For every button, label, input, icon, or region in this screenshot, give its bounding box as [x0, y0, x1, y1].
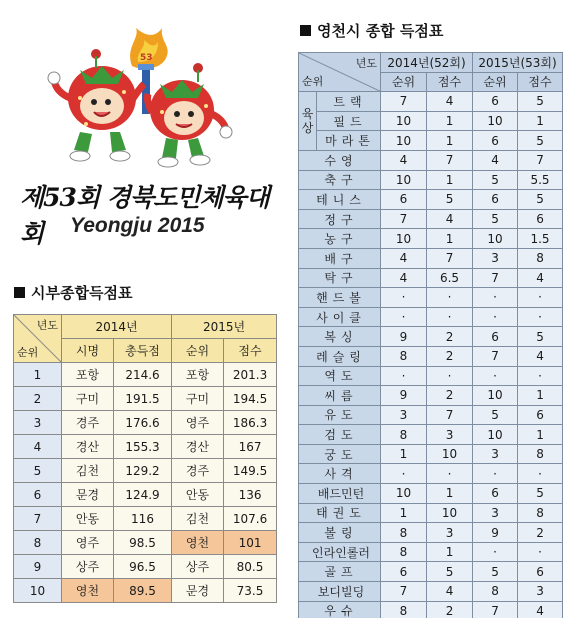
score-2014-cell: 2: [427, 346, 473, 366]
corner-year-label: 년도: [355, 57, 377, 70]
table-row: [299, 327, 563, 347]
rank-2015-cell: 4: [473, 150, 518, 170]
score-2014-cell: 4: [427, 209, 473, 229]
city-2015-cell: 포항: [172, 363, 224, 387]
score-2014-cell: 2: [427, 327, 473, 347]
city-2014-cell: 영주: [62, 531, 114, 555]
table-row: [299, 523, 563, 543]
score-2015-cell: ·: [518, 288, 563, 308]
score-2015-cell: 2: [518, 523, 563, 543]
event-name-cell: 탁구: [299, 268, 381, 288]
table-row: [299, 209, 563, 229]
score-2014-cell: 98.5: [114, 531, 172, 555]
score-2015-cell: 201.3: [224, 363, 277, 387]
city-2014-cell: 구미: [62, 387, 114, 411]
city-2014-cell: 상주: [62, 555, 114, 579]
event-name-cell: 마라톤: [317, 131, 381, 151]
score-2014-cell: 176.6: [114, 411, 172, 435]
rank-2014-cell: 10: [381, 484, 427, 504]
rank-2014-cell: ·: [381, 366, 427, 386]
city-2015-cell: 구미: [172, 387, 224, 411]
rank-2014-cell: 1: [381, 503, 427, 523]
square-bullet-icon: [14, 287, 25, 298]
city-2014-cell: 경산: [62, 435, 114, 459]
rank-cell: 2: [14, 387, 62, 411]
score-2014-cell: 1: [427, 542, 473, 562]
table-row: [299, 366, 563, 386]
score-2015-cell: 5: [518, 327, 563, 347]
rank-2014-cell: 10: [381, 229, 427, 249]
rank-cell: 5: [14, 459, 62, 483]
score-2015-cell: 7: [518, 150, 563, 170]
rank-2014-cell: 3: [381, 405, 427, 425]
rank-2015-cell: 6: [473, 131, 518, 151]
city-table-title-text: 시부종합득점표: [31, 284, 133, 302]
rank-2015-cell: 10: [473, 229, 518, 249]
column-header: 점수: [224, 339, 277, 363]
score-2014-cell: 6.5: [427, 268, 473, 288]
rank-2014-cell: 8: [381, 425, 427, 445]
table-row: [299, 307, 563, 327]
table-row: [299, 484, 563, 504]
city-2015-cell: 영주: [172, 411, 224, 435]
rank-2015-cell: ·: [473, 542, 518, 562]
score-2014-cell: 214.6: [114, 363, 172, 387]
table-row: [299, 248, 563, 268]
score-2014-cell: ·: [427, 288, 473, 308]
score-2015-cell: 136: [224, 483, 277, 507]
city-2015-cell: 영천: [172, 531, 224, 555]
city-2014-cell: 문경: [62, 483, 114, 507]
score-2014-cell: 10: [427, 503, 473, 523]
score-2014-cell: 7: [427, 405, 473, 425]
table-row: [299, 346, 563, 366]
rank-2015-cell: 7: [473, 601, 518, 618]
year-header: 2014년: [62, 315, 172, 339]
score-2014-cell: ·: [427, 366, 473, 386]
city-2015-cell: 경주: [172, 459, 224, 483]
table-row: [299, 229, 563, 249]
rank-cell: 6: [14, 483, 62, 507]
score-2015-cell: ·: [518, 464, 563, 484]
city-2015-cell: 상주: [172, 555, 224, 579]
score-2014-cell: 129.2: [114, 459, 172, 483]
rank-2014-cell: 7: [381, 92, 427, 112]
score-2015-cell: 5: [518, 92, 563, 112]
score-2015-cell: 149.5: [224, 459, 277, 483]
city-2014-cell: 김천: [62, 459, 114, 483]
year-header: 2014년(52회): [381, 53, 473, 73]
score-2014-cell: 2: [427, 601, 473, 618]
rank-2015-cell: 5: [473, 562, 518, 582]
event-name-cell: 정구: [299, 209, 381, 229]
score-2014-cell: 2: [427, 386, 473, 406]
rank-2015-cell: 5: [473, 209, 518, 229]
score-2014-cell: 116: [114, 507, 172, 531]
event-score-table: [298, 52, 563, 618]
table-corner-cell: [14, 315, 62, 363]
score-2015-cell: 3: [518, 582, 563, 602]
event-name-cell: 궁도: [299, 444, 381, 464]
score-2015-cell: ·: [518, 307, 563, 327]
table-row: [299, 542, 563, 562]
event-name-cell: 골프: [299, 562, 381, 582]
rank-2014-cell: 8: [381, 542, 427, 562]
rank-2015-cell: 7: [473, 268, 518, 288]
score-2015-cell: 1: [518, 111, 563, 131]
event-emblem: [0, 0, 290, 250]
rank-2015-cell: 3: [473, 444, 518, 464]
event-subtitle: Yeongju 2015: [70, 214, 205, 237]
column-header: 순위: [473, 72, 518, 92]
rank-2015-cell: ·: [473, 366, 518, 386]
score-2015-cell: 107.6: [224, 507, 277, 531]
table-row: [299, 150, 563, 170]
rank-2015-cell: 6: [473, 190, 518, 210]
rank-2015-cell: 6: [473, 484, 518, 504]
torch-number: 53: [140, 53, 153, 63]
event-name-cell: 복싱: [299, 327, 381, 347]
rank-cell: 7: [14, 507, 62, 531]
rank-2015-cell: 10: [473, 386, 518, 406]
table-row: [14, 387, 277, 411]
score-2014-cell: 3: [427, 523, 473, 543]
rank-2015-cell: 8: [473, 582, 518, 602]
city-table-title: [14, 282, 132, 303]
table-row: [299, 190, 563, 210]
score-2015-cell: 5: [518, 131, 563, 151]
table-row: [14, 483, 277, 507]
rank-2014-cell: ·: [381, 288, 427, 308]
event-name-cell: 배드민턴: [299, 484, 381, 504]
score-2014-cell: 96.5: [114, 555, 172, 579]
city-score-table: [13, 314, 277, 603]
event-name-cell: 우슈: [299, 601, 381, 618]
rank-2015-cell: 5: [473, 170, 518, 190]
rank-2015-cell: 10: [473, 111, 518, 131]
table-row: [14, 459, 277, 483]
rank-2014-cell: 8: [381, 523, 427, 543]
table-row: [299, 425, 563, 445]
table-row: [299, 131, 563, 151]
score-2014-cell: 7: [427, 150, 473, 170]
rank-2014-cell: 10: [381, 131, 427, 151]
column-header: 순위: [172, 339, 224, 363]
rank-2014-cell: 7: [381, 582, 427, 602]
score-2015-cell: 5: [518, 484, 563, 504]
score-2015-cell: 1: [518, 386, 563, 406]
rank-2015-cell: 3: [473, 248, 518, 268]
table-row: [299, 444, 563, 464]
event-name-cell: 보디빌딩: [299, 582, 381, 602]
city-2014-cell: 경주: [62, 411, 114, 435]
table-row: [14, 579, 277, 603]
score-2014-cell: 7: [427, 248, 473, 268]
score-2015-cell: 8: [518, 503, 563, 523]
event-name-cell: 레슬링: [299, 346, 381, 366]
group-label-char: 상: [301, 121, 314, 136]
rank-2014-cell: 10: [381, 170, 427, 190]
score-2015-cell: 4: [518, 601, 563, 618]
score-2015-cell: 194.5: [224, 387, 277, 411]
score-2015-cell: 5: [518, 190, 563, 210]
table-row: [299, 170, 563, 190]
group-label-char: 육: [301, 107, 314, 122]
rank-2015-cell: ·: [473, 307, 518, 327]
city-2015-cell: 경산: [172, 435, 224, 459]
table-row: [299, 386, 563, 406]
table-row: [299, 601, 563, 618]
rank-2014-cell: 8: [381, 346, 427, 366]
event-table-title-text: 영천시 종합 득점표: [317, 22, 444, 40]
event-name-cell: 검도: [299, 425, 381, 445]
event-name-cell: 태권도: [299, 503, 381, 523]
score-2015-cell: 6: [518, 405, 563, 425]
square-bullet-icon: [300, 25, 311, 36]
rank-2014-cell: 8: [381, 601, 427, 618]
rank-2015-cell: 10: [473, 425, 518, 445]
event-name-cell: 사격: [299, 464, 381, 484]
score-2015-cell: 6: [518, 562, 563, 582]
score-2014-cell: 155.3: [114, 435, 172, 459]
score-2014-cell: ·: [427, 464, 473, 484]
rank-2015-cell: 7: [473, 346, 518, 366]
table-row: [14, 531, 277, 555]
rank-2014-cell: 6: [381, 562, 427, 582]
year-header: 2015년: [172, 315, 277, 339]
event-name-cell: 역도: [299, 366, 381, 386]
column-header: 시명: [62, 339, 114, 363]
rank-cell: 4: [14, 435, 62, 459]
table-row: [14, 411, 277, 435]
score-2015-cell: 4: [518, 346, 563, 366]
table-row: [299, 268, 563, 288]
event-title: 제53회 경북도민체육대회: [20, 183, 269, 248]
score-2015-cell: 73.5: [224, 579, 277, 603]
score-2015-cell: 1: [518, 425, 563, 445]
score-2014-cell: 1: [427, 229, 473, 249]
rank-cell: 3: [14, 411, 62, 435]
rank-2015-cell: ·: [473, 288, 518, 308]
score-2015-cell: 167: [224, 435, 277, 459]
rank-2014-cell: 4: [381, 268, 427, 288]
rank-2015-cell: 9: [473, 523, 518, 543]
score-2014-cell: 124.9: [114, 483, 172, 507]
city-2014-cell: 영천: [62, 579, 114, 603]
table-row: [14, 507, 277, 531]
score-2015-cell: 186.3: [224, 411, 277, 435]
table-row: [14, 435, 277, 459]
score-2015-cell: 101: [224, 531, 277, 555]
table-row: [299, 288, 563, 308]
rank-2015-cell: 6: [473, 92, 518, 112]
rank-2014-cell: 1: [381, 444, 427, 464]
event-name-cell: 씨름: [299, 386, 381, 406]
score-2015-cell: ·: [518, 366, 563, 386]
rank-2014-cell: 4: [381, 150, 427, 170]
event-table-title: [300, 20, 443, 41]
table-row: [299, 405, 563, 425]
rank-2014-cell: ·: [381, 464, 427, 484]
event-name-cell: 인라인롤러: [299, 542, 381, 562]
city-2015-cell: 김천: [172, 507, 224, 531]
score-2014-cell: 1: [427, 170, 473, 190]
score-2014-cell: 5: [427, 190, 473, 210]
score-2014-cell: 3: [427, 425, 473, 445]
corner-rank-label: 순위: [17, 346, 39, 359]
score-2015-cell: ·: [518, 542, 563, 562]
score-2014-cell: 1: [427, 484, 473, 504]
score-2014-cell: 191.5: [114, 387, 172, 411]
column-header: 점수: [427, 72, 473, 92]
rank-cell: 1: [14, 363, 62, 387]
corner-rank-label: 순위: [302, 75, 324, 89]
score-2014-cell: 89.5: [114, 579, 172, 603]
table-row: [299, 464, 563, 484]
event-name-cell: 핸드볼: [299, 288, 381, 308]
score-2014-cell: 1: [427, 111, 473, 131]
city-2015-cell: 문경: [172, 579, 224, 603]
score-2014-cell: 10: [427, 444, 473, 464]
score-2015-cell: 6: [518, 209, 563, 229]
rank-cell: 9: [14, 555, 62, 579]
event-name-cell: 농구: [299, 229, 381, 249]
event-name-cell: 수영: [299, 150, 381, 170]
column-header: 점수: [518, 72, 563, 92]
score-2015-cell: 8: [518, 444, 563, 464]
score-2015-cell: 4: [518, 268, 563, 288]
column-header: 총득점: [114, 339, 172, 363]
rank-cell: 8: [14, 531, 62, 555]
rank-2014-cell: 7: [381, 209, 427, 229]
event-name-cell: 사이클: [299, 307, 381, 327]
event-name-cell: 필드: [317, 111, 381, 131]
rank-cell: 10: [14, 579, 62, 603]
rank-2015-cell: 6: [473, 327, 518, 347]
athletics-group-label: [299, 92, 317, 151]
table-row: [299, 503, 563, 523]
score-2015-cell: 8: [518, 248, 563, 268]
mascot-logo-icon: [40, 28, 240, 173]
table-row: [299, 562, 563, 582]
event-name-cell: 유도: [299, 405, 381, 425]
year-header: 2015년(53회): [473, 53, 563, 73]
event-name-cell: 테니스: [299, 190, 381, 210]
corner-year-label: 년도: [36, 319, 58, 332]
score-2014-cell: 4: [427, 92, 473, 112]
rank-2014-cell: 6: [381, 190, 427, 210]
score-2015-cell: 5.5: [518, 170, 563, 190]
score-2014-cell: ·: [427, 307, 473, 327]
column-header: 순위: [381, 72, 427, 92]
rank-2014-cell: 10: [381, 111, 427, 131]
table-row: [299, 582, 563, 602]
rank-2014-cell: ·: [381, 307, 427, 327]
score-2014-cell: 5: [427, 562, 473, 582]
city-2014-cell: 포항: [62, 363, 114, 387]
city-2014-cell: 안동: [62, 507, 114, 531]
rank-2014-cell: 4: [381, 248, 427, 268]
table-row: [14, 363, 277, 387]
rank-2015-cell: 5: [473, 405, 518, 425]
table-row: [299, 111, 563, 131]
rank-2015-cell: 3: [473, 503, 518, 523]
table-row: [14, 555, 277, 579]
table-row: [299, 92, 563, 112]
city-2015-cell: 안동: [172, 483, 224, 507]
score-2015-cell: 80.5: [224, 555, 277, 579]
rank-2014-cell: 9: [381, 327, 427, 347]
event-name-cell: 배구: [299, 248, 381, 268]
rank-2015-cell: ·: [473, 464, 518, 484]
event-name-cell: 볼링: [299, 523, 381, 543]
rank-2014-cell: 9: [381, 386, 427, 406]
score-2014-cell: 4: [427, 582, 473, 602]
event-name-cell: 트랙: [317, 92, 381, 112]
event-name-cell: 축구: [299, 170, 381, 190]
score-2015-cell: 1.5: [518, 229, 563, 249]
table-corner-cell: [299, 53, 381, 92]
score-2014-cell: 1: [427, 131, 473, 151]
